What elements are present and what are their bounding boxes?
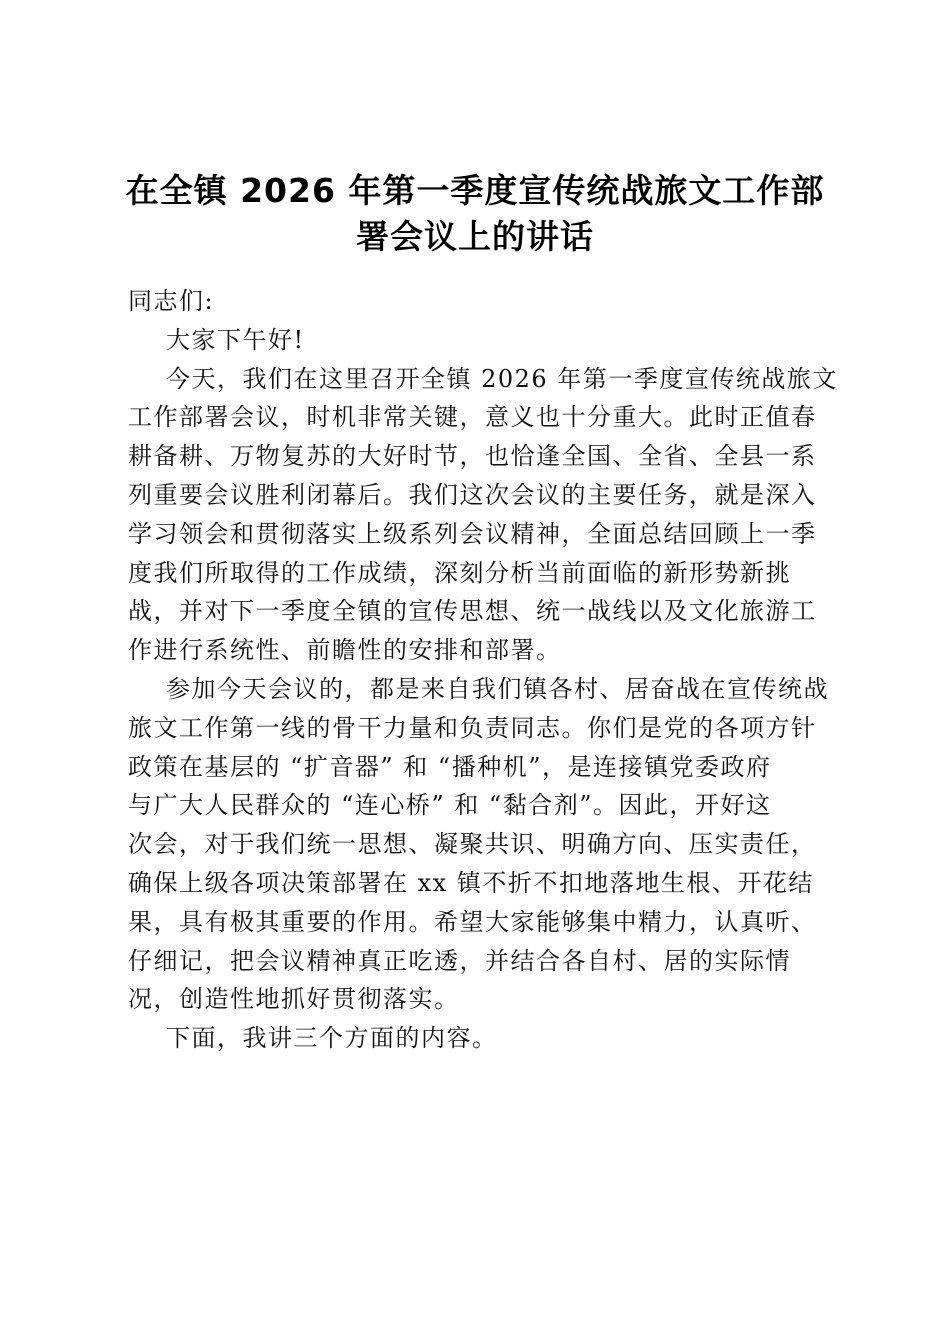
paragraph-line: 工作部署会议，时机非常关键，意义也十分重大。此时正值春	[128, 403, 817, 432]
paragraph-line: 今天，我们在这里召开全镇 2026 年第一季度宣传统战旅文	[166, 364, 838, 393]
title-line-1: 在全镇 2026 年第一季度宣传统战旅文工作部	[125, 171, 825, 210]
paragraph-1	[128, 360, 838, 670]
paragraph-line: 政策在基层的 “扩音器” 和 “播种机”，是连接镇党委政府	[128, 752, 772, 781]
paragraph-line: 耕备耕、万物复苏的大好时节，也恰逢全国、全省、全县一系	[128, 442, 817, 471]
paragraph-line: 果，具有极其重要的作用。希望大家能够集中精力，认真听、	[128, 907, 817, 936]
document-body	[128, 282, 838, 1058]
closing-line: 下面，我讲三个方面的内容。	[166, 1024, 498, 1053]
paragraph-line: 作进行系统性、前瞻性的安排和部署。	[128, 636, 562, 665]
paragraph-line: 度我们所取得的工作成绩，深刻分析当前面临的新形势新挑	[128, 558, 791, 587]
document-title	[110, 168, 840, 260]
paragraph-line: 战，并对下一季度全镇的宣传思想、统一战线以及文化旅游工	[128, 597, 817, 626]
paragraph-line: 学习领会和贯彻落实上级系列会议精神，全面总结回顾上一季	[128, 519, 817, 548]
paragraph-line: 次会，对于我们统一思想、凝聚共识、明确方向、压实责任，	[128, 830, 817, 859]
paragraph-line: 列重要会议胜利闭幕后。我们这次会议的主要任务，就是深入	[128, 480, 817, 509]
greeting: 大家下午好!	[166, 325, 305, 354]
paragraph-line: 况，创造性地抓好贯彻落实。	[128, 985, 460, 1014]
paragraph-line: 仔细记，把会议精神真正吃透，并结合各自村、居的实际情	[128, 946, 791, 975]
paragraph-line: 旅文工作第一线的骨干力量和负责同志。你们是党的各项方针	[128, 713, 817, 742]
paragraph-line: 确保上级各项决策部署在 xx 镇不折不扣地落地生根、开花结	[128, 868, 814, 897]
paragraph-line: 参加今天会议的，都是来自我们镇各村、居奋战在宣传统战	[166, 674, 829, 703]
paragraph-line: 与广大人民群众的 “连心桥” 和 “黏合剂”。因此，开好这	[128, 791, 772, 820]
title-line-2: 署会议上的讲话	[356, 217, 594, 256]
salutation: 同志们:	[128, 287, 215, 315]
paragraph-2	[128, 670, 828, 1019]
